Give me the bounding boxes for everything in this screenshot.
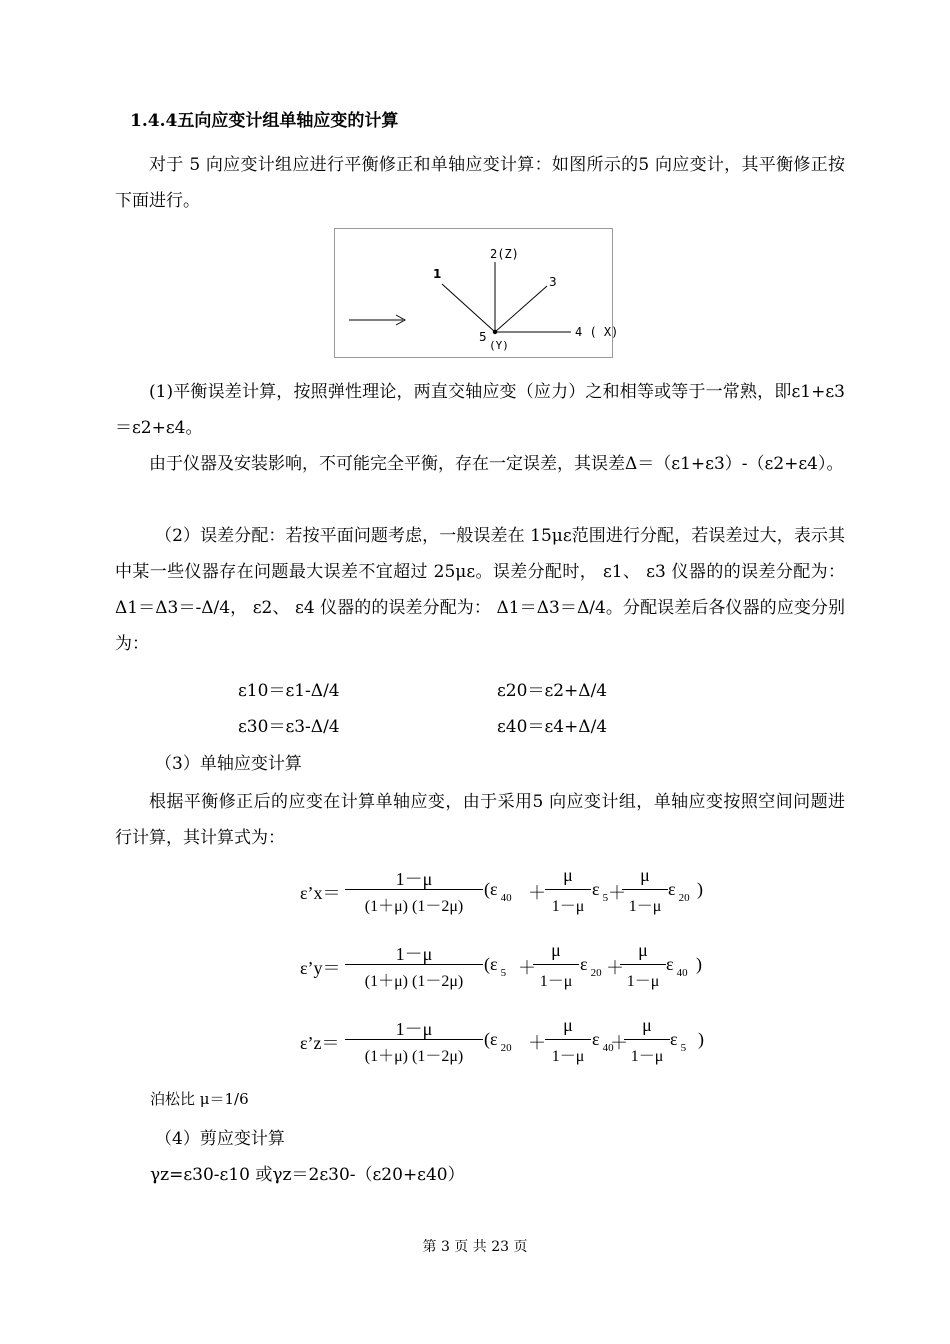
plus-sign: ＋ [608, 883, 626, 903]
formula-ey [300, 940, 720, 1000]
subscript: 40 [676, 967, 688, 979]
step3-title: （3）单轴应变计算 [155, 754, 302, 774]
fraction-numerator: 1－μ [395, 869, 433, 889]
term-1 [484, 879, 512, 904]
formula-lhs: ε’y＝ [300, 958, 341, 978]
main-fraction [345, 865, 483, 916]
fraction-numerator: 1－μ [395, 944, 433, 964]
formula-ex [300, 865, 720, 925]
subscript: 20 [678, 892, 690, 904]
fraction-numerator: μ [642, 1015, 652, 1035]
term-2 [580, 954, 602, 979]
poisson-ratio: 泊松比 μ＝1/6 [150, 1090, 249, 1108]
formula-lhs: ε’x＝ [300, 883, 341, 903]
rosette-figure [334, 228, 619, 358]
open-eps: (ε [484, 1029, 498, 1049]
step2-paragraph: （2）误差分配：若按平面问题考虑，一般误差在 15με范围进行分配，若误差过大，表示其中某一些仪器存在问题最大误差不宜超过 25με。误差分配时， ε1、 ε3 仪器的的误差分配为： Δ1＝Δ3＝-Δ/4， ε2、 ε4 仪器的的误差分配为： Δ1＝Δ3＝Δ/4。分配误差后各仪器的应变分别为： [115, 526, 845, 654]
plus-sign: ＋ [528, 1033, 546, 1053]
term-1 [484, 954, 507, 979]
fraction-denominator: 1－μ [626, 973, 660, 990]
fraction-denominator: 1－μ [630, 1048, 664, 1065]
eq-e30: ε30＝ε3-Δ/4 [238, 717, 340, 737]
step1-paragraph: (1)平衡误差计算，按照弹性理论，两直交轴应变（应力）之和相等或等于一常熟，即ε1+ε3＝ε2+ε4。 [115, 382, 845, 438]
mu-fraction [624, 1015, 670, 1066]
open-eps: (ε [484, 954, 498, 974]
page-footer: 第 3 页 共 23 页 [422, 1239, 528, 1255]
fraction-denominator: 1－μ [628, 898, 662, 915]
eps: ε [670, 1029, 678, 1049]
subscript: 20 [590, 967, 602, 979]
fraction-numerator: μ [551, 940, 561, 960]
eq-e40: ε40＝ε4+Δ/4 [497, 717, 608, 737]
close-paren: ) [696, 954, 702, 974]
plus-sign: ＋ [528, 883, 546, 903]
step1-error-paragraph: 由于仪器及安装影响，不可能完全平衡，存在一定误差，其误差Δ＝（ε1+ε3）-（ε2+ε4）。 [149, 454, 844, 474]
fraction-denominator: 1－μ [539, 973, 573, 990]
term-1 [484, 1029, 512, 1054]
subscript: 20 [500, 1042, 512, 1054]
rosette-diagram [335, 229, 614, 359]
mu-fraction [622, 865, 668, 916]
label-1: 1 [433, 267, 442, 281]
subscript: 5 [680, 1042, 687, 1054]
plus-sign: ＋ [610, 1033, 628, 1053]
mu-fraction [545, 1015, 591, 1066]
label-2: 2(Z) [490, 247, 519, 261]
formula-ez [300, 1015, 720, 1075]
fraction-numerator: 1－μ [395, 1019, 433, 1039]
section-heading: 1.4.4五向应变计组单轴应变的计算 [130, 111, 399, 131]
label-5: 5 [479, 330, 487, 344]
intro-paragraph: 对于 5 向应变计组应进行平衡修正和单轴应变计算：如图所示的5 向应变计，其平衡修正按下面进行。 [115, 155, 845, 211]
formula-lhs: ε’z＝ [300, 1033, 340, 1053]
fraction-denominator: (1＋μ) (1－2μ) [364, 1048, 464, 1065]
plus-sign: ＋ [518, 958, 536, 978]
mu-fraction [620, 940, 666, 991]
subscript: 40 [602, 1042, 614, 1054]
eps: ε [666, 954, 674, 974]
fraction-denominator: (1＋μ) (1－2μ) [364, 973, 464, 990]
shear-strain-formula: γz=ε30-ε10 或γz＝2ε30-（ε20+ε40） [150, 1165, 465, 1185]
eps: ε [580, 954, 588, 974]
fraction-numerator: μ [563, 865, 573, 885]
label-4: 4 ( X) [575, 325, 619, 339]
mu-fraction [545, 865, 591, 916]
step3-paragraph: 根据平衡修正后的应变在计算单轴应变，由于采用5 向应变计组，单轴应变按照空间问题进行计算，其计算式为： [115, 792, 845, 848]
subscript: 5 [500, 967, 507, 979]
label-5-axis: (Y) [489, 339, 509, 352]
fraction-numerator: μ [563, 1015, 573, 1035]
step4-title: （4）剪应变计算 [155, 1129, 285, 1149]
fraction-denominator: (1＋μ) (1－2μ) [364, 898, 464, 915]
term-2 [592, 879, 609, 904]
term-3 [668, 879, 690, 904]
eps: ε [592, 879, 600, 899]
eps: ε [592, 1029, 600, 1049]
subscript: 40 [500, 892, 512, 904]
main-fraction [345, 1015, 483, 1066]
close-paren: ) [697, 879, 703, 899]
gauge-5-dot [493, 330, 497, 334]
term-3 [670, 1029, 687, 1054]
open-eps: (ε [484, 879, 498, 899]
gauge-1-line [442, 284, 495, 332]
plus-sign: ＋ [606, 958, 624, 978]
mu-fraction [533, 940, 579, 991]
fraction-denominator: 1－μ [551, 898, 585, 915]
fraction-numerator: μ [640, 865, 650, 885]
close-paren: ) [698, 1029, 704, 1049]
fraction-denominator: 1－μ [551, 1048, 585, 1065]
term-3 [666, 954, 688, 979]
subscript: 5 [602, 892, 609, 904]
eq-e20: ε20＝ε2+Δ/4 [497, 681, 608, 701]
fraction-numerator: μ [638, 940, 648, 960]
gauge-3-line [495, 286, 547, 332]
eq-e10: ε10＝ε1-Δ/4 [238, 681, 340, 701]
label-3: 3 [549, 275, 557, 289]
main-fraction [345, 940, 483, 991]
eps: ε [668, 879, 676, 899]
